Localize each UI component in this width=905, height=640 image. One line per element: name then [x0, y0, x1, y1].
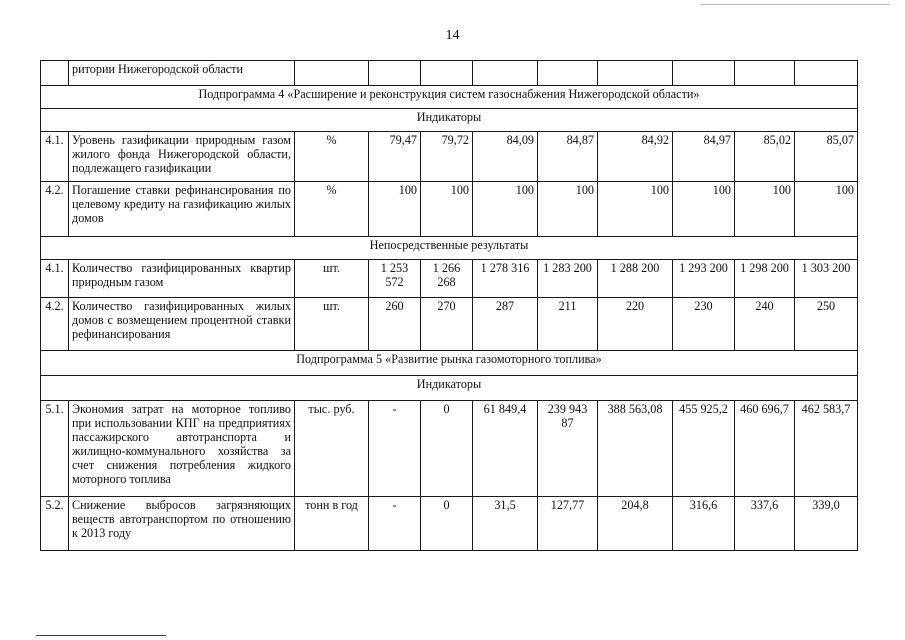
row-unit — [295, 61, 369, 86]
value-cell: 455 925,2 — [673, 401, 735, 497]
value-cell: 100 — [538, 182, 598, 237]
value-cell — [795, 61, 858, 86]
table-row — [41, 182, 858, 237]
indicators-heading: Индикаторы — [41, 109, 858, 132]
value-cell: 1 253 572 — [369, 260, 421, 298]
table-row — [41, 298, 858, 351]
value-cell — [538, 61, 598, 86]
value-cell: 1 266 268 — [421, 260, 473, 298]
value-cell: 84,97 — [673, 132, 735, 182]
value-cell: 339,0 — [795, 497, 858, 551]
value-cell: 460 696,7 — [735, 401, 795, 497]
value-cell — [369, 61, 421, 86]
value-cell: 84,87 — [538, 132, 598, 182]
row-name: Количество газифицированных жилых домов с возмещением процентной ставки рефинансирования — [69, 298, 295, 351]
value-cell — [598, 61, 673, 86]
value-cell: 260 — [369, 298, 421, 351]
value-cell — [673, 61, 735, 86]
value-cell: 100 — [735, 182, 795, 237]
value-cell — [473, 61, 538, 86]
value-cell: 100 — [673, 182, 735, 237]
value-cell: 240 — [735, 298, 795, 351]
subprogram-title: Подпрограмма 4 «Расширение и реконструкция систем газоснабжения Нижегородской области» — [41, 86, 858, 109]
row-number: 4.2. — [41, 182, 69, 237]
value-cell: 462 583,7 — [795, 401, 858, 497]
row-name: Количество газифицированных квартир природным газом — [69, 260, 295, 298]
top-rule — [700, 4, 890, 5]
value-cell: 0 — [421, 497, 473, 551]
value-cell: 0 — [421, 401, 473, 497]
table-row — [41, 401, 858, 497]
value-cell: 239 943 87 — [538, 401, 598, 497]
row-unit: тонн в год — [295, 497, 369, 551]
row-number: 4.2. — [41, 298, 69, 351]
section-row — [41, 351, 858, 376]
section-row — [41, 376, 858, 401]
indicators-heading: Индикаторы — [41, 376, 858, 401]
value-cell: 1 278 316 — [473, 260, 538, 298]
value-cell: 204,8 — [598, 497, 673, 551]
value-cell: 100 — [369, 182, 421, 237]
table-row — [41, 260, 858, 298]
row-number — [41, 61, 69, 86]
value-cell: 79,72 — [421, 132, 473, 182]
page-number: 14 — [445, 28, 460, 43]
value-cell: 211 — [538, 298, 598, 351]
row-unit: шт. — [295, 260, 369, 298]
value-cell: - — [369, 497, 421, 551]
value-cell: 61 849,4 — [473, 401, 538, 497]
section-row — [41, 86, 858, 109]
value-cell: 85,07 — [795, 132, 858, 182]
value-cell — [735, 61, 795, 86]
row-unit: тыс. руб. — [295, 401, 369, 497]
table-row — [41, 61, 858, 86]
table-row — [41, 497, 858, 551]
row-name: Снижение выбросов загрязняющих веществ автотранспортом по отношению к 2013 году — [69, 497, 295, 551]
value-cell: 84,09 — [473, 132, 538, 182]
row-name: Экономия затрат на моторное топливо при использовании КПГ на предприятиях пассажирского автотранспорта и жилищно-коммунального хозяйства за счет снижения потребления жидкого моторного топлива — [69, 401, 295, 497]
value-cell: 220 — [598, 298, 673, 351]
value-cell: 316,6 — [673, 497, 735, 551]
value-cell: 230 — [673, 298, 735, 351]
row-number: 4.1. — [41, 132, 69, 182]
results-heading: Непосредственные результаты — [41, 237, 858, 260]
row-number: 5.1. — [41, 401, 69, 497]
value-cell: 287 — [473, 298, 538, 351]
row-unit: шт. — [295, 298, 369, 351]
value-cell: 1 288 200 — [598, 260, 673, 298]
row-number: 5.2. — [41, 497, 69, 551]
value-cell: 79,47 — [369, 132, 421, 182]
footnote-rule — [36, 635, 166, 636]
value-cell: 388 563,08 — [598, 401, 673, 497]
row-unit: % — [295, 132, 369, 182]
value-cell: 84,92 — [598, 132, 673, 182]
subprogram-title: Подпрограмма 5 «Развитие рынка газомоторного топлива» — [41, 351, 858, 376]
section-row — [41, 109, 858, 132]
row-name: ритории Нижегородской области — [69, 61, 295, 86]
value-cell: 250 — [795, 298, 858, 351]
value-cell: 31,5 — [473, 497, 538, 551]
row-unit: % — [295, 182, 369, 237]
row-name: Уровень газификации природным газом жилого фонда Нижегородской области, подлежащего газификации — [69, 132, 295, 182]
row-name: Погашение ставки рефинансирования по целевому кредиту на газификацию жилых домов — [69, 182, 295, 237]
value-cell — [421, 61, 473, 86]
value-cell: 1 293 200 — [673, 260, 735, 298]
value-cell: 1 283 200 — [538, 260, 598, 298]
value-cell: 1 298 200 — [735, 260, 795, 298]
value-cell: 100 — [795, 182, 858, 237]
indicators-table — [40, 60, 858, 551]
value-cell: 100 — [421, 182, 473, 237]
value-cell: 127,77 — [538, 497, 598, 551]
value-cell: 270 — [421, 298, 473, 351]
table-row — [41, 132, 858, 182]
value-cell: 85,02 — [735, 132, 795, 182]
value-cell: 100 — [598, 182, 673, 237]
value-cell: 1 303 200 — [795, 260, 858, 298]
row-number: 4.1. — [41, 260, 69, 298]
value-cell: 337,6 — [735, 497, 795, 551]
value-cell: 100 — [473, 182, 538, 237]
section-row — [41, 237, 858, 260]
value-cell: - — [369, 401, 421, 497]
